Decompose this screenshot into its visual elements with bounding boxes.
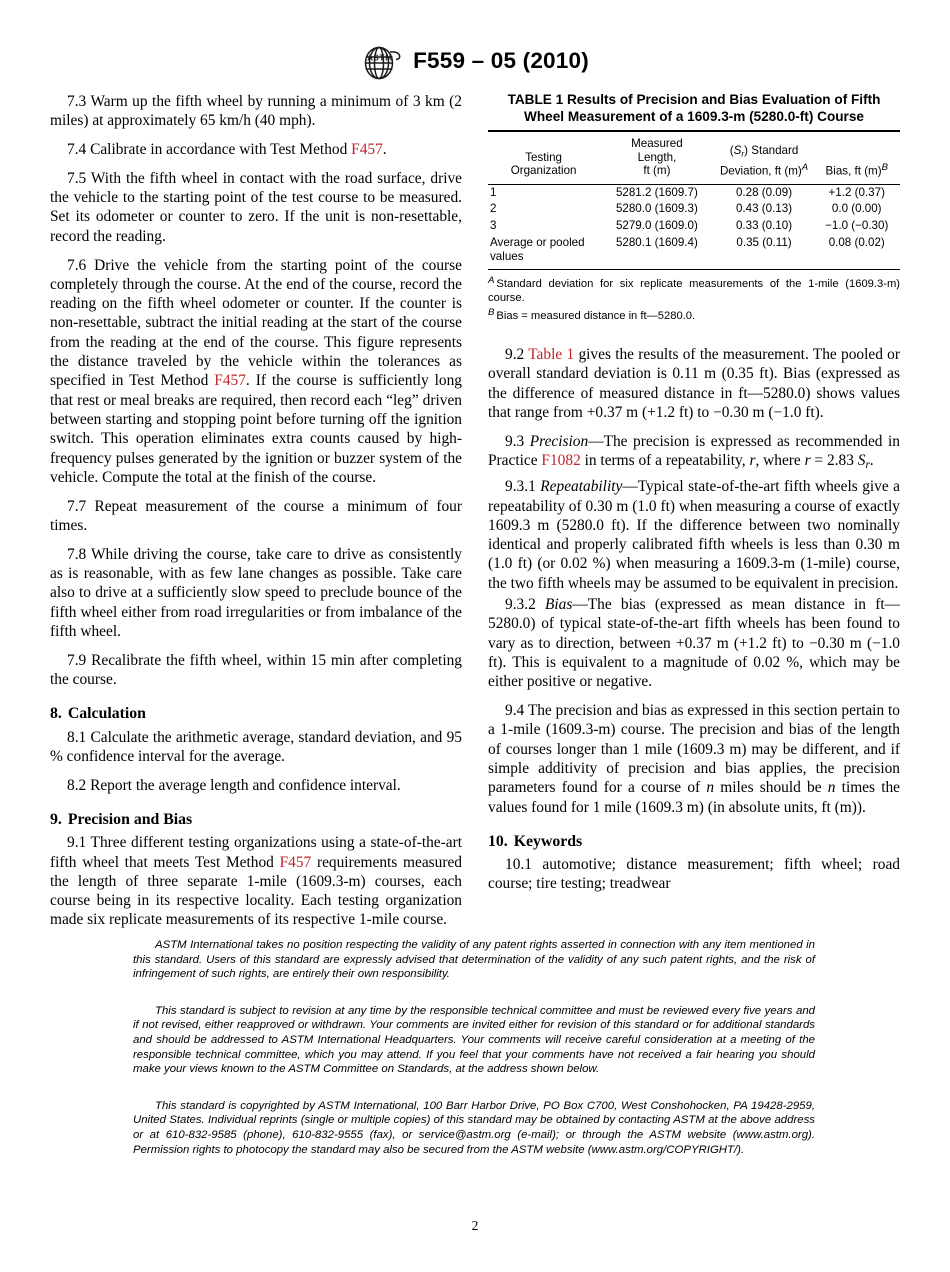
footnote-b-marker: B — [488, 306, 495, 318]
column-header-sd-paren-open: ( — [729, 143, 734, 157]
paragraph-9-3-2 — [488, 595, 900, 691]
svg-text:T: T — [379, 53, 385, 63]
cell-sd: 0.35 (0.11) — [736, 236, 792, 250]
column-header-measured-length — [599, 131, 714, 184]
section-8-number: 8. — [50, 705, 62, 723]
paragraph-9-4 — [488, 701, 900, 817]
paragraph-9-1 — [50, 833, 462, 929]
paragraph-9-3-text-d: = 2.83 — [810, 451, 858, 469]
section-9-number: 9. — [50, 811, 62, 828]
symbol-n-1: n — [706, 779, 715, 797]
cell-org: 1 — [488, 184, 599, 201]
section-heading-8 — [50, 704, 462, 723]
section-heading-9 — [50, 810, 462, 829]
table-bottom-rule — [488, 269, 900, 270]
paragraph-9-3-text-b: in terms of a repeatability, — [580, 451, 750, 469]
table-1 — [488, 130, 900, 267]
paragraph-9-1-text-b: requirements measured the length of three separate 1-mile (1609.3-m) courses, each course being in its respective locality. Each testing organization made six replicate measurements of its respective 1-mile course. — [50, 853, 462, 929]
column-header-length-line2: Length, — [637, 150, 677, 164]
cell-bias: −1.0 (−0.30) — [825, 219, 889, 233]
cell-sd: 0.43 (0.13) — [735, 202, 793, 216]
cell-org: 3 — [490, 219, 497, 233]
cell-bias: 0.08 (0.02) — [828, 236, 885, 250]
table-row — [488, 235, 900, 267]
paragraph-7-4 — [50, 140, 462, 159]
paragraph-7-6-text-a: 7.6 Drive the vehicle from the starting point of the course completely through the course. At the end of the course, record the reading on the fifth wheel odometer or counter. If the counter is non-resettable, subtract the initial reading at the start of the course from the reading at the end of the course. This figure represents the distance traveled by the vehicle within the tolerances as specified in Test Method — [50, 256, 462, 390]
column-header-org-line2: Organization — [510, 164, 577, 177]
symbol-r-1: r — [749, 451, 756, 469]
cell-length: 5281.2 (1609.7) — [599, 184, 714, 201]
section-10-number: 10. — [488, 832, 508, 850]
paragraph-9-2-number: 9.2 — [505, 345, 529, 363]
paragraph-7-3: 7.3 Warm up the fifth wheel by running a minimum of 3 km (2 miles) at approximately 65 km/h (40 mph). — [50, 93, 462, 130]
paragraph-9-4-text-c: times the values found for 1 mile (1609.3 m) (in absolute units, ft (m)). — [488, 779, 901, 816]
column-header-bias — [813, 131, 900, 184]
paragraph-9-3-2-number: 9.3.2 — [505, 596, 545, 614]
column-header-length-line1: Measured — [631, 137, 683, 150]
column-header-standard-deviation — [715, 131, 814, 184]
paragraph-9-3-1-term: Repeatability — [540, 478, 623, 496]
section-8-title: Calculation — [67, 705, 146, 723]
paragraph-9-4-text-b: miles should be — [714, 779, 828, 797]
cell-org: Average or pooled values — [490, 236, 585, 264]
paragraph-7-7: 7.7 Repeat measurement of the course a minimum of four times. — [50, 497, 462, 534]
table-row — [488, 218, 900, 235]
table-1-title: TABLE 1 Results of Precision and Bias Evaluation of Fifth Wheel Measurement of a 1609.3-m (5280.0-ft) Course — [507, 92, 881, 124]
cell-length: 5279.0 (1609.0) — [615, 219, 698, 233]
paragraph-9-3-2-term: Bias — [544, 596, 573, 614]
section-9-title: Precision and Bias — [67, 811, 193, 828]
table-1-footnotes — [488, 274, 900, 323]
column-header-sd-subscript: r — [741, 148, 745, 159]
footnote-a-text: Standard deviation for six replicate measurements of the 1-mile (1609.3-m) course. — [488, 277, 900, 304]
paragraph-9-3-term: Precision — [529, 432, 589, 450]
left-text-column — [50, 92, 462, 930]
cell-length: 5280.0 (1609.3) — [615, 202, 698, 216]
symbol-n-2: n — [827, 779, 836, 797]
link-f457-9-1[interactable]: F457 — [279, 853, 312, 871]
column-header-sd-symbol: S — [733, 143, 742, 157]
paragraph-9-3-1-text: —Typical state-of-the-art fifth wheels give a repeatability of 0.30 m (1.0 ft) when measuring a course of exactly 1609.3 m (5280.0 ft). If the difference between two nominally identical and properly calibrated fifth wheels is less than 0.30 m (1.0 ft) (or 0.02 %) when measuring a 1609.3-m (1-mile) course, the two fifth wheels may be assumed to be equivalent in precision. — [488, 478, 900, 592]
paragraph-7-4-text-b: . — [382, 141, 387, 159]
paragraph-9-3-number: 9.3 — [505, 432, 530, 450]
paragraph-9-3-2-text: —The bias (expressed as mean distance in ft—5280.0) of typical state-of-the-art fifth wheels has been found to vary as to direction, between +0.37 m (+1.2 ft) to −0.30 m (−1.0 ft). This is equivalent to a magnitude of 0.02 %, which may be either positive or negative. — [488, 596, 900, 691]
copyright-notice: This standard is copyrighted by ASTM International, 100 Barr Harbor Drive, PO Box C700, West Conshohocken, PA 19428-2959, United States. Individual reprints (single or multiple copies) of this standard may be obtained by contacting ASTM at the above address or at 610-832-9585 (phone), 610-832-9555 (fax), or service@astm.org (e-mail); or through the ASTM website (www.astm.org). Permission rights to photocopy the standard may also be secured from the ASTM website (www.astm.org/COPYRIGHT/). — [133, 1099, 815, 1156]
paragraph-9-3-text-e: . — [869, 451, 874, 469]
cell-length: 5280.1 (1609.4) — [615, 236, 698, 250]
table-1-header — [488, 131, 900, 184]
paragraph-9-3-text-a: —The precision is expressed as recommended in Practice — [488, 432, 900, 469]
svg-text:M: M — [385, 53, 392, 63]
symbol-s: S — [857, 451, 866, 469]
cell-bias: 0.0 (0.00) — [831, 202, 882, 216]
link-table-1[interactable]: Table 1 — [528, 345, 575, 363]
section-10-title: Keywords — [513, 832, 583, 850]
footnote-a-marker: A — [488, 274, 495, 286]
document-designation: F559 – 05 (2010) — [413, 48, 589, 73]
column-header-bias-label: Bias, ft (m) — [825, 164, 882, 177]
legal-footer — [133, 938, 815, 1157]
cell-org: 2 — [490, 202, 497, 216]
patent-rights-notice: ASTM International takes no position respecting the validity of any patent rights asserted in connection with any item mentioned in this standard. Users of this standard are expressly advised that determination of the validity of any such patent rights, and the risk of infringement of such rights, are entirely their own responsibility. — [133, 939, 815, 981]
column-header-length-line3: ft (m) — [643, 164, 671, 177]
table-row — [488, 184, 900, 201]
paragraph-9-3-text-c: , where — [755, 451, 805, 469]
cell-bias: +1.2 (0.37) — [813, 184, 900, 201]
svg-text:A: A — [367, 53, 374, 63]
paragraph-9-2 — [488, 345, 900, 422]
link-f457-7-4[interactable]: F457 — [351, 141, 383, 159]
footnote-a — [488, 274, 900, 305]
svg-text:S: S — [373, 53, 379, 63]
footnote-b — [488, 306, 900, 323]
paragraph-7-6 — [50, 256, 462, 488]
column-header-testing-organization — [488, 131, 599, 184]
footnote-marker-b-header: B — [881, 161, 888, 173]
cell-sd: 0.28 (0.09) — [715, 184, 814, 201]
paragraph-10-1: 10.1 automotive; distance measurement; fifth wheel; road course; tire testing; treadwear — [488, 856, 900, 893]
paragraph-7-4-text-a: 7.4 Calibrate in accordance with Test Method — [67, 141, 352, 159]
table-row — [488, 201, 900, 218]
page-number: 2 — [471, 1218, 479, 1233]
paragraph-9-2-text: gives the results of the measurement. The pooled or overall standard deviation is 0.11 m (0.35 ft). Bias (expressed as the difference of measured distance in ft—5280.0) shows values that range from +0.37 m (+1.2 ft) to −0.30 m (−1.0 ft). — [488, 345, 900, 421]
footnote-b-text: Bias = measured distance in ft—5280.0. — [496, 309, 696, 322]
paragraph-7-6-text-b: . If the course is sufficiently long that rest or meal breaks are required, then record each “leg” driven between starting and stopping point before turning off the ignition switch. This operation eliminates extra counts caused by high-frequency pulses generated by the ignition or buzzer system of the vehicle. Compute the total at the finish of the course. — [50, 372, 462, 486]
paragraph-9-1-text-a: 9.1 Three different testing organizations using a state-of-the-art fifth wheel that meets Test Method — [50, 834, 462, 871]
right-text-column — [488, 92, 900, 894]
table-1-block — [488, 92, 900, 323]
paragraph-7-9: 7.9 Recalibrate the fifth wheel, within 15 min after completing the course. — [50, 651, 462, 689]
paragraph-9-3-1 — [488, 477, 900, 593]
link-f457-7-6[interactable]: F457 — [214, 372, 246, 390]
paragraph-8-1: 8.1 Calculate the arithmetic average, standard deviation, and 95 % confidence interval for the average. — [50, 728, 462, 765]
paragraph-7-8: 7.8 While driving the course, take care to drive as consistently as is reasonable, with as few lane changes as possible. Take care also to drive at a sufficiently slow speed to preclude bounce of the fifth wheel either from road irregularities or from imbalance of the fifth wheel. — [50, 545, 462, 640]
table-1-header-row — [488, 131, 900, 184]
symbol-r-2: r — [804, 451, 811, 469]
paragraph-9-4-text-a: 9.4 The precision and bias as expressed in this section pertain to a 1-mile (1609.3-m) course. The precision and bias of the length of courses longer than 1 mile (1609.3 m) may be different, and if simple additivity of precision and bias applies, the precision parameters found for a course of — [488, 702, 900, 797]
column-header-sd-post: ) Standard — [744, 143, 799, 157]
footnote-marker-a-header: A — [801, 161, 809, 173]
paragraph-8-2: 8.2 Report the average length and confidence interval. — [67, 776, 401, 794]
link-f1082[interactable]: F1082 — [541, 451, 581, 469]
cell-sd: 0.33 (0.10) — [735, 219, 793, 233]
symbol-s-subscript: r — [865, 458, 870, 471]
section-heading-10 — [488, 832, 900, 851]
paragraph-7-5: 7.5 With the fifth wheel in contact with the road surface, drive the vehicle to the starting point of the test course to be measured. Set its odometer or counter to zero. If the unit is non-resettable, record the reading. — [50, 169, 462, 245]
page-header — [0, 44, 950, 78]
table-1-body — [488, 184, 900, 267]
column-header-sd-line2: Deviation, ft (m) — [719, 164, 802, 177]
revision-notice: This standard is subject to revision at any time by the responsible technical committee and must be reviewed every five years and if not revised, either reapproved or withdrawn. Your comments are invited either for revision of this standard or for additional standards and should be addressed to ASTM International Headquarters. Your comments will receive careful consideration at a meeting of the responsible technical committee, which you may attend. If you feel that your comments have not received a fair hearing you should make your views known to the ASTM Committee on Standards, at the address shown below. — [133, 1004, 815, 1076]
paragraph-9-3-1-number: 9.3.1 — [505, 478, 541, 496]
column-header-org-line1: Testing — [525, 150, 562, 164]
paragraph-9-3 — [488, 432, 900, 476]
astm-logo-icon — [361, 46, 403, 80]
